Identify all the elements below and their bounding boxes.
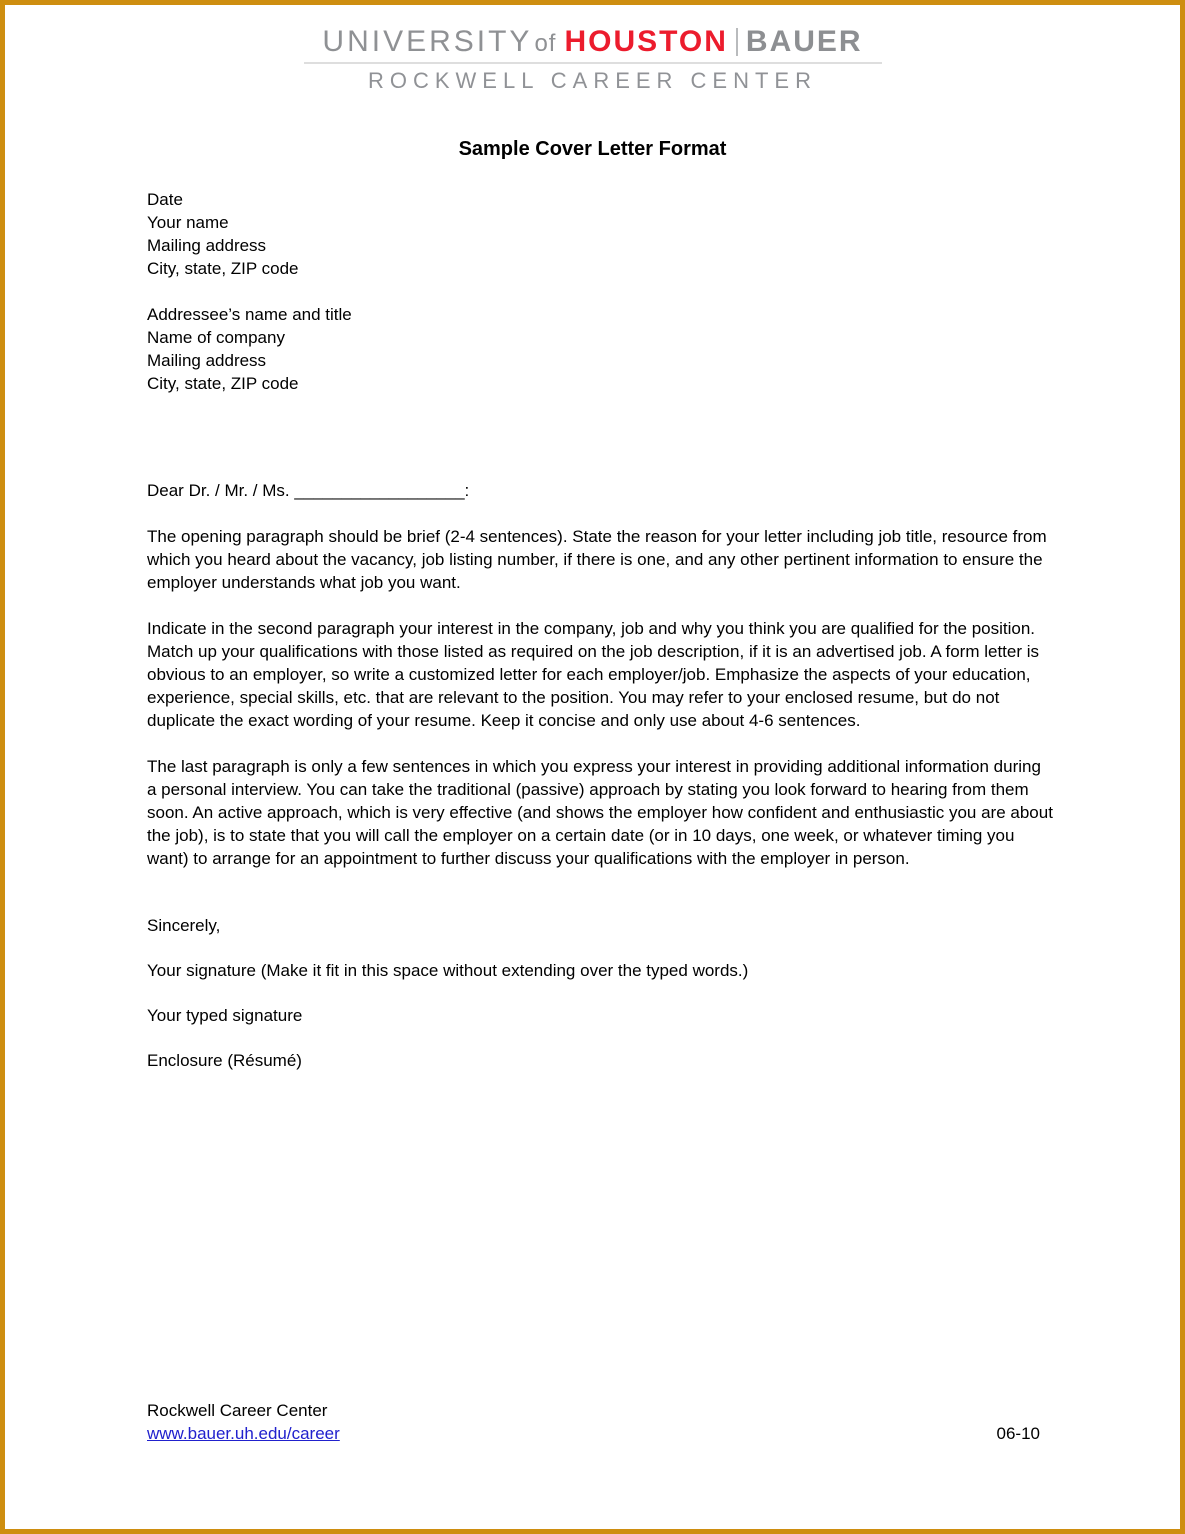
sender-line-address: Mailing address bbox=[147, 236, 267, 255]
closing-typed-signature: Your typed signature bbox=[147, 1006, 303, 1025]
logo-bauer-text: BAUER bbox=[745, 25, 863, 58]
addressee-line-address: Mailing address bbox=[147, 351, 267, 370]
addressee-line-company: Name of company bbox=[147, 328, 285, 347]
letter-body bbox=[147, 188, 1053, 1072]
logo-primary-row bbox=[322, 25, 862, 59]
page-title: Sample Cover Letter Format bbox=[458, 138, 727, 160]
salutation-prefix: Dear Dr. / Mr. / Ms. bbox=[147, 481, 295, 500]
salutation-colon: : bbox=[464, 481, 470, 500]
addressee-line-name: Addressee’s name and title bbox=[147, 305, 352, 324]
header-logo bbox=[5, 5, 1180, 94]
footer-career-link[interactable]: www.bauer.uh.edu/career bbox=[147, 1424, 340, 1443]
page-footer bbox=[147, 1399, 1040, 1445]
salutation-line bbox=[147, 479, 1053, 502]
logo-subtitle: ROCKWELL CAREER CENTER bbox=[367, 68, 817, 93]
closing-enclosure: Enclosure (Résumé) bbox=[147, 1051, 302, 1070]
logo-divider bbox=[736, 28, 738, 56]
footer-version-code: 06-10 bbox=[996, 1424, 1040, 1443]
footer-org-name: Rockwell Career Center bbox=[147, 1401, 328, 1420]
logo-of-text: of bbox=[534, 30, 557, 57]
addressee-block bbox=[147, 303, 1053, 395]
logo-houston-text: HOUSTON bbox=[564, 25, 728, 58]
logo-university-text: UNIVERSITY bbox=[322, 25, 533, 58]
paragraph-last: The last paragraph is only a few sentences in which you express your interest in providing additional information during a personal interview. You can take the traditional (passive) approach by stating you look forward to hearing from them soon. An active approach, which is very effective (and shows the employer how confident and enthusiastic you are about the job), is to state that you will call the employer on a certain date (or in 10 days, one week, or whatever timing you want) to arrange for an appointment to further discuss your qualifications with the employer in person. bbox=[147, 757, 1053, 868]
sender-block bbox=[147, 188, 1053, 280]
salutation-blank-line: __________________ bbox=[294, 481, 465, 500]
paragraph-second: Indicate in the second paragraph your interest in the company, job and why you think you are qualified for the position. Match up your qualifications with those listed as required on the job description, if it is an advertised job. A form letter is obvious to an employer, so write a customized letter for each employer/job. Emphasize the aspects of your education, experience, special skills, etc. that are relevant to the position. You may refer to your enclosed resume, but do not duplicate the exact wording of your resume. Keep it concise and only use about 4-6 sentences. bbox=[147, 619, 1040, 730]
closing-sincerely: Sincerely, bbox=[147, 916, 221, 935]
logo-rule bbox=[304, 62, 882, 64]
sender-line-name: Your name bbox=[147, 213, 229, 232]
sender-line-city: City, state, ZIP code bbox=[147, 259, 299, 278]
closing-signature: Your signature (Make it fit in this space without extending over the typed words.) bbox=[147, 961, 749, 980]
footer-left bbox=[147, 1399, 340, 1445]
addressee-line-city: City, state, ZIP code bbox=[147, 374, 299, 393]
sender-line-date: Date bbox=[147, 190, 183, 209]
paragraph-opening: The opening paragraph should be brief (2-4 sentences). State the reason for your letter including job title, resource from which you heard about the vacancy, job listing number, if there is one, and any other pertinent information to ensure the employer understands what job you want. bbox=[147, 527, 1047, 592]
